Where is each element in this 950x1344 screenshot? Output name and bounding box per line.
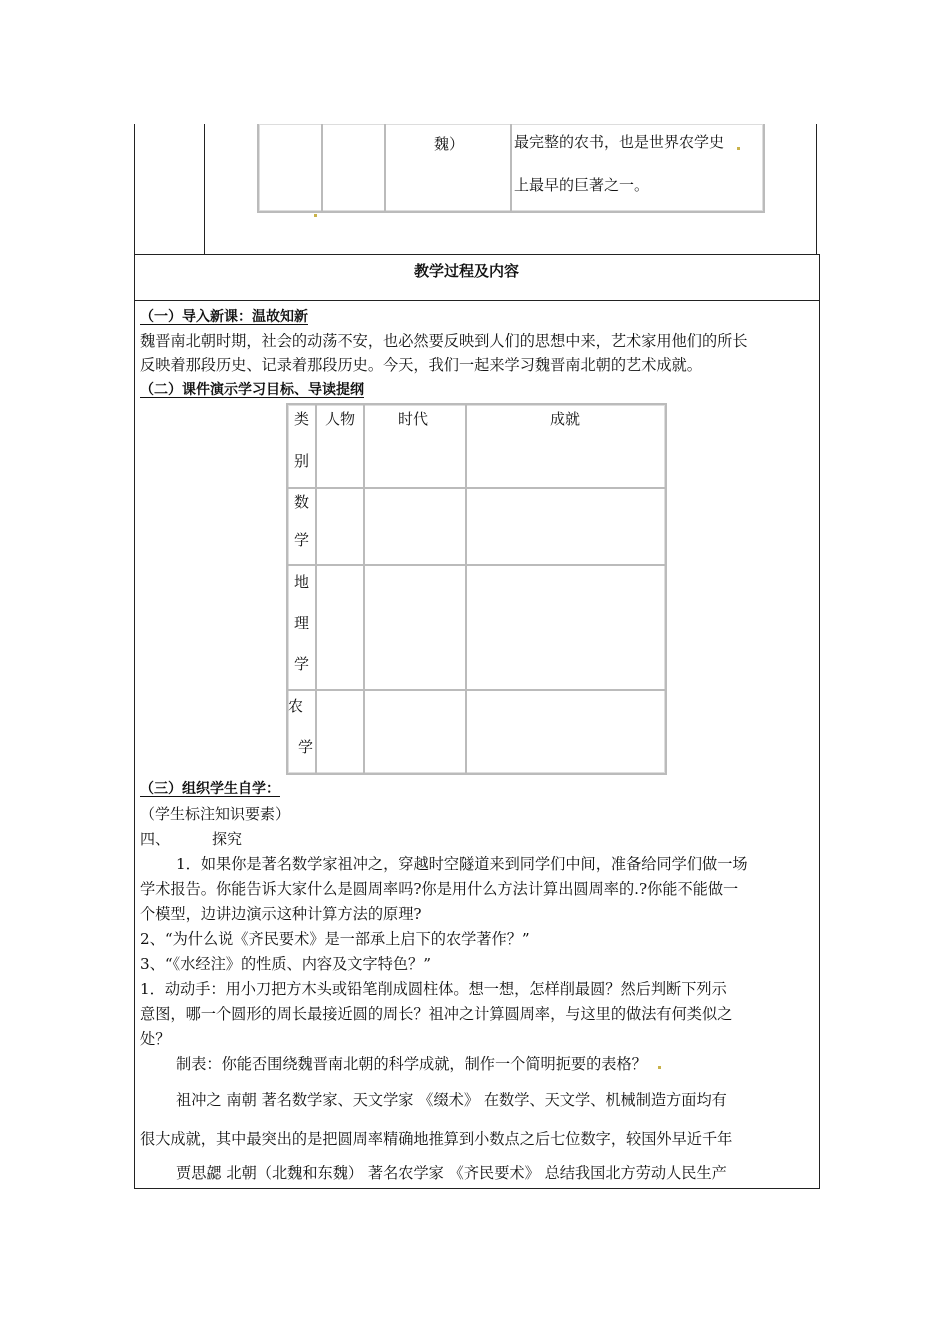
grid-row-geo-char1: 地 [294,573,310,591]
zu-chongzhi-line2: 很大成就，其中最突出的是把圆周率精确地推算到小数点之后七位数字，较国外早近千年 [140,1130,733,1148]
outer-left-border [134,124,135,1189]
grid-col-divider-2 [363,405,365,773]
grid-row-math-char1: 数 [294,493,310,511]
grid-header-achievement: 成就 [550,410,581,428]
activity-line3: 处？ [140,1030,171,1048]
top-table-col-divider-2 [384,124,386,213]
table-task: 制表：你能否围绕魏晋南北朝的科学成就，制作一个简明扼要的表格？ [176,1055,647,1073]
question2: 2、“为什么说《齐民要术》是一部承上启下的农学著作？” [140,930,530,948]
part1-line1: 魏晋南北朝时期，社会的动荡不安，也必然要反映到人们的思想中来，艺术家用他们的所长 [140,332,748,350]
grid-row-geo-char3: 学 [294,655,310,673]
part2-heading: （二）课件演示学习目标、导读提纲 [140,382,364,398]
outer-right-border [819,254,820,1189]
activity-line1: 1．动动手：用小刀把方木头或铅笔削成圆柱体。想一想，怎样削最圆？然后判断下列示 [140,980,727,998]
grid-header-category-char1: 类 [294,410,310,428]
top-table-col-divider-1 [321,124,323,213]
jia-sixie-line1: 贾思勰 北朝（北魏和东魏） 著名农学家 《齐民要术》 总结我国北方劳动人民生产 [176,1164,727,1182]
grid-row-divider-2 [286,564,665,566]
section4-number: 四、 [140,830,171,848]
grid-row-agri-char1: 农 [288,697,304,715]
outer-row-divider-1 [134,254,820,255]
grid-row-divider-1 [286,487,665,489]
section4-title: 探究 [212,830,243,848]
section-header: 教学过程及内容 [414,262,520,280]
grid-row-agri-char2: 学 [298,738,314,756]
question1-line1: 1．如果你是著名数学家祖冲之，穿越时空隧道来到同学们中间，准备给同学们做一场 [176,855,748,873]
question1-line2: 学术报告。你能告诉大家什么是圆周率吗?你是用什么方法计算出圆周率的.?你能不能做一 [140,880,739,898]
artifact-dot [737,147,740,150]
outer-inner-divider [204,124,205,254]
grid-col-divider-1 [315,405,317,773]
category-grid [286,403,667,775]
question3: 3、“《水经注》的性质、内容及文字特色？” [140,955,431,973]
top-table-col-divider-3 [510,124,512,213]
part3-note: （学生标注知识要素） [140,805,291,823]
outer-bottom-border [134,1188,820,1189]
part1-heading: （一）导入新课：温故知新 [140,309,308,325]
question1-line3: 个模型，边讲边演示这种计算方法的原理? [140,905,422,923]
outer-row-divider-2 [134,300,820,301]
part1-line2: 反映着那段历史、记录着那段历史。今天，我们一起来学习魏晋南北朝的艺术成就。 [140,356,702,374]
artifact-dot [314,214,317,217]
grid-row-math-char2: 学 [294,531,310,549]
artifact-dot [658,1066,661,1069]
top-table-era-cell: 魏） [434,135,465,153]
top-table-achievement-line2: 上最早的巨著之一。 [514,176,650,194]
zu-chongzhi-line1: 祖冲之 南朝 著名数学家、天文学家 《缀术》 在数学、天文学、机械制造方面均有 [176,1091,727,1109]
top-table-achievement-line1: 最完整的农书，也是世界农学史 [514,133,725,151]
activity-line2: 意图，哪一个圆形的周长最接近圆的周长？祖冲之计算圆周率，与这里的做法有何类似之 [140,1005,733,1023]
grid-col-divider-3 [465,405,467,773]
outer-right-border-top [816,124,817,254]
grid-row-divider-3 [286,689,665,691]
grid-header-category-char2: 别 [294,452,310,470]
grid-row-geo-char2: 理 [294,614,310,632]
part3-heading: （三）组织学生自学： [140,781,280,797]
grid-header-person: 人物 [325,410,356,428]
grid-header-era: 时代 [398,410,429,428]
